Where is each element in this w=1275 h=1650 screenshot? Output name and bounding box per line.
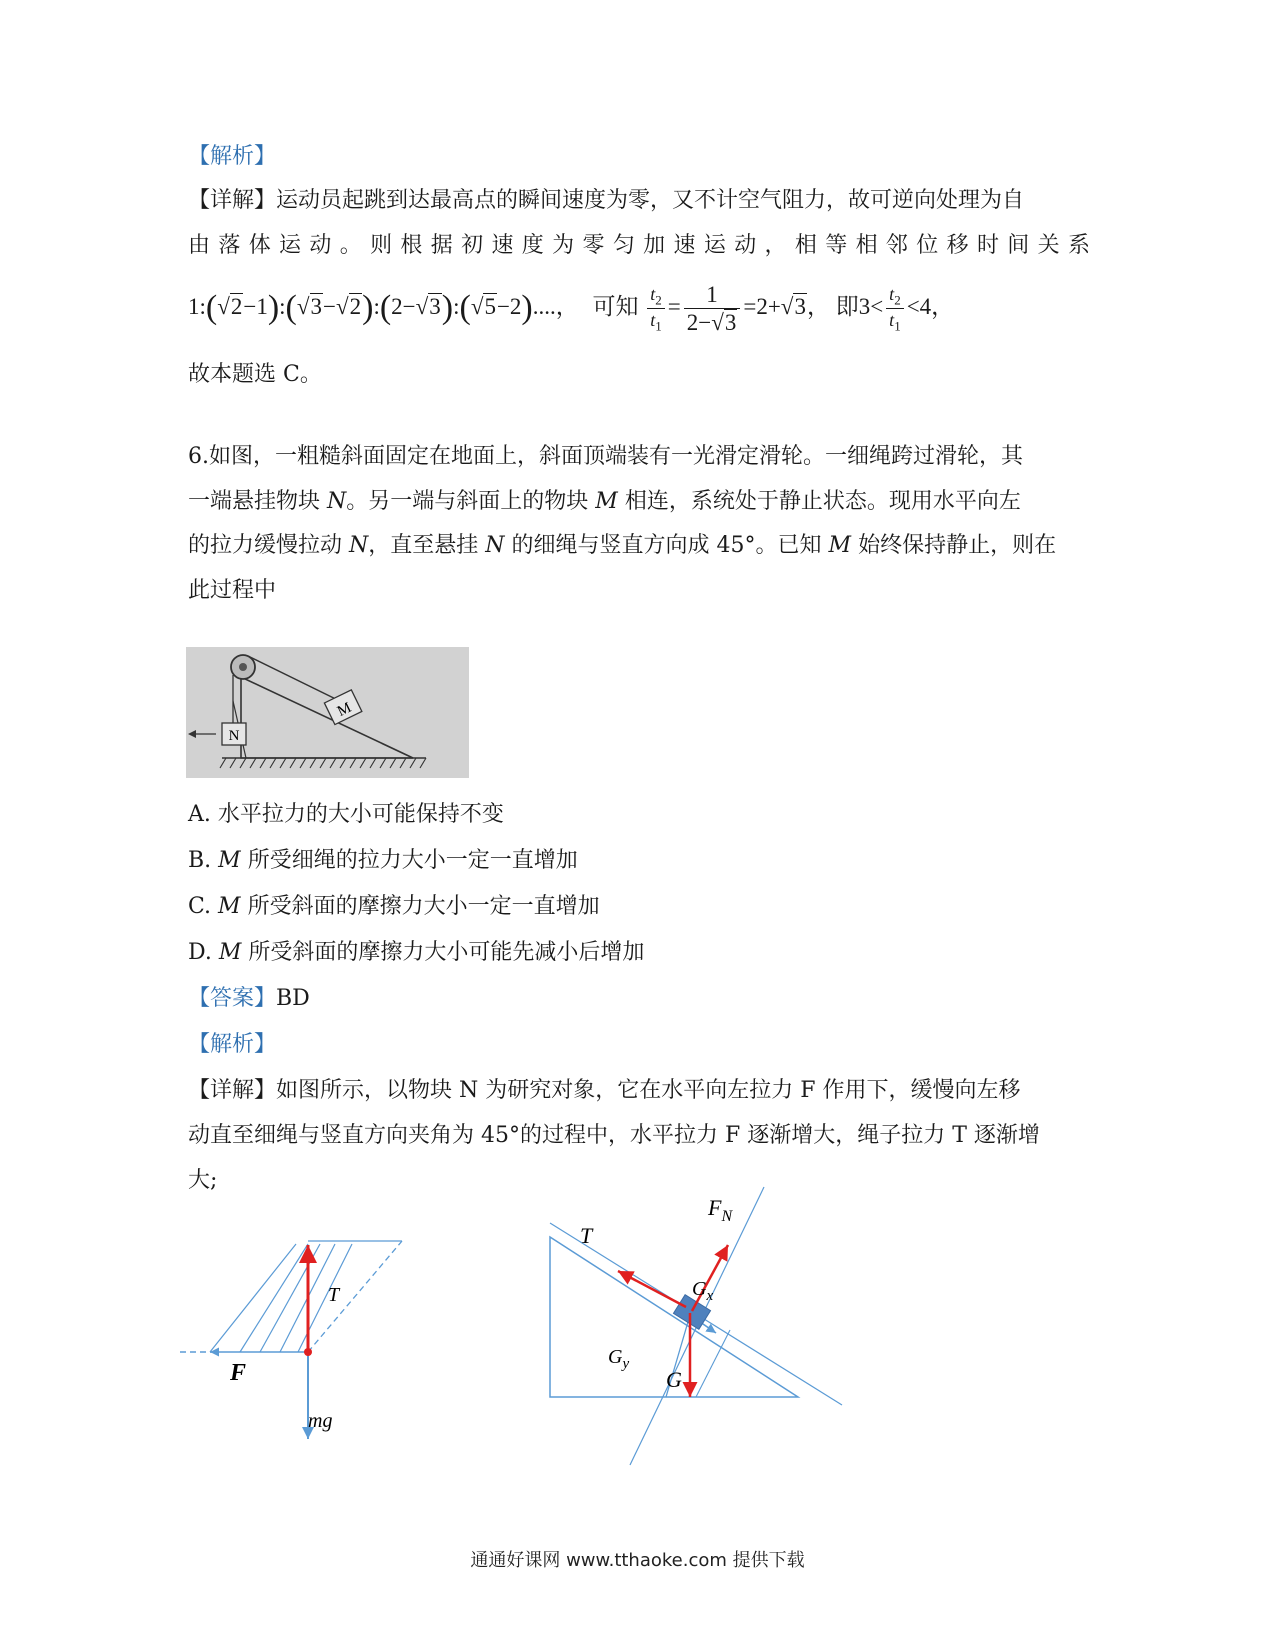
detail-line-2-char: 则 bbox=[370, 233, 393, 258]
detail-line-2-char: 加 bbox=[643, 233, 666, 258]
detail-line-2-char: 间 bbox=[1007, 233, 1030, 258]
detail-line-2-char: 据 bbox=[430, 233, 453, 258]
detail-line-2-char: 位 bbox=[916, 233, 939, 258]
incline-free-body-figure bbox=[530, 1185, 860, 1485]
incline-pulley-figure bbox=[186, 647, 469, 778]
detail-line-2-char: 落 bbox=[218, 233, 241, 258]
detail-line-2-char: 等 bbox=[825, 233, 848, 258]
detail-line-2-char: 为 bbox=[552, 233, 575, 258]
fraction-one-over: $\frac{1}{2-√3}$ bbox=[684, 283, 741, 334]
detail-line-2-char: 初 bbox=[461, 233, 484, 258]
svg-text:N: N bbox=[228, 728, 240, 744]
svg-text:FN: $F_N$ bbox=[708, 1195, 733, 1225]
option-b: B. M 所受细绳的拉力大小一定一直增加 bbox=[188, 848, 578, 873]
svg-text:Gy: $G_y$ bbox=[608, 1346, 630, 1372]
answer-line: 【答案】BD bbox=[188, 986, 310, 1011]
fraction-t2-t1-b: $\frac{t_2}{t_1}$ bbox=[886, 285, 904, 333]
fraction-t2-t1: $\frac{t_2}{t_1}$ bbox=[647, 285, 665, 333]
detail-line-2-char: 体 bbox=[248, 233, 271, 258]
detail-line-2-char: 关 bbox=[1037, 233, 1060, 258]
svg-text:M: M bbox=[334, 699, 354, 721]
question-line-4: 此过程中 bbox=[188, 578, 277, 603]
analysis2-line-2: 动直至细绳与竖直方向夹角为 45°的过程中，水平拉力 F 逐渐增大，绳子拉力 T 逐渐增 bbox=[188, 1123, 1040, 1148]
detail-line-2-char: 动 bbox=[734, 233, 757, 258]
option-d: D. M 所受斜面的摩擦力大小可能先减小后增加 bbox=[188, 940, 645, 965]
svg-text:mg: mg bbox=[308, 1410, 333, 1432]
detail-line-2-char: 移 bbox=[946, 233, 969, 258]
option-a: A. 水平拉力的大小可能保持不变 bbox=[188, 802, 504, 827]
detail-line-2-char: 速 bbox=[491, 233, 514, 258]
detail-line-2-char: 时 bbox=[976, 233, 999, 258]
svg-text:Gx: $G_x$ bbox=[692, 1278, 714, 1304]
conclusion-line: 故本题选 C。 bbox=[188, 362, 322, 387]
svg-text:F: F bbox=[230, 1360, 247, 1386]
detail-line-2-char: ， bbox=[764, 233, 787, 258]
detail-line-2-char: 相 bbox=[855, 233, 878, 258]
detail-line-2-char: 度 bbox=[521, 233, 544, 258]
formula-line: 1:(√2−1):(√3−√2):(2−√3):(√5−2)....， 可知 $\frac{t_2}{t_1}$ = $\frac{1}{2-√3}$ =2+√3， 即3< $\frac{t_2}{t_1}$ <4， bbox=[188, 282, 955, 336]
svg-text:T: T bbox=[580, 1223, 593, 1248]
question-line-2: 一端悬挂物块 N。另一端与斜面上的物块 M 相连，系统处于静止状态。现用水平向左 bbox=[188, 489, 1021, 514]
detail-line-2-char: 运 bbox=[703, 233, 726, 258]
analysis2-line-3: 大; bbox=[188, 1168, 218, 1193]
detail-line-2-char: 系 bbox=[1067, 233, 1090, 258]
ratio-sequence: 1:(√2−1):(√3−√2):(2−√3):(√5−2) bbox=[188, 289, 533, 326]
detail-line-2-char: 匀 bbox=[612, 233, 635, 258]
detail-line-2-char: 相 bbox=[794, 233, 817, 258]
question-line-3: 的拉力缓慢拉动 N，直至悬挂 N 的细绳与竖直方向成 45°。已知 M 始终保持静止，则在 bbox=[188, 533, 1057, 558]
svg-text:T: T bbox=[328, 1284, 340, 1306]
option-c: C. M 所受斜面的摩擦力大小一定一直增加 bbox=[188, 894, 600, 919]
detail-line-2-char: 由 bbox=[188, 233, 211, 258]
question-line-1: 6.如图，一粗糙斜面固定在地面上，斜面顶端装有一光滑定滑轮。一细绳跨过滑轮，其 bbox=[188, 444, 1023, 469]
detail-tag: 【详解】 bbox=[188, 188, 277, 213]
detail-line-2 bbox=[188, 231, 1090, 261]
detail-line-2-char: 速 bbox=[673, 233, 696, 258]
svg-text:G: G bbox=[666, 1367, 682, 1392]
force-triangle-figure bbox=[180, 1235, 420, 1440]
analysis-header-2: 【解析】 bbox=[188, 1032, 277, 1057]
detail-line-2-char: 根 bbox=[400, 233, 423, 258]
detail-line-1: 【详解】运动员起跳到达最高点的瞬间速度为零，又不计空气阻力，故可逆向处理为自 bbox=[188, 188, 1025, 213]
footer-credit: 通通好课网 www.tthaoke.com 提供下载 bbox=[470, 1550, 805, 1571]
analysis-header-1: 【解析】 bbox=[188, 144, 277, 169]
detail-line-2-char: 邻 bbox=[885, 233, 908, 258]
detail-line-2-char: 运 bbox=[279, 233, 302, 258]
detail-line-2-char: 。 bbox=[339, 233, 362, 258]
detail-line-2-char: 零 bbox=[582, 233, 605, 258]
analysis2-line-1: 【详解】如图所示，以物块 N 为研究对象，它在水平向左拉力 F 作用下，缓慢向左移 bbox=[188, 1078, 1021, 1103]
detail-line-2-char: 动 bbox=[309, 233, 332, 258]
